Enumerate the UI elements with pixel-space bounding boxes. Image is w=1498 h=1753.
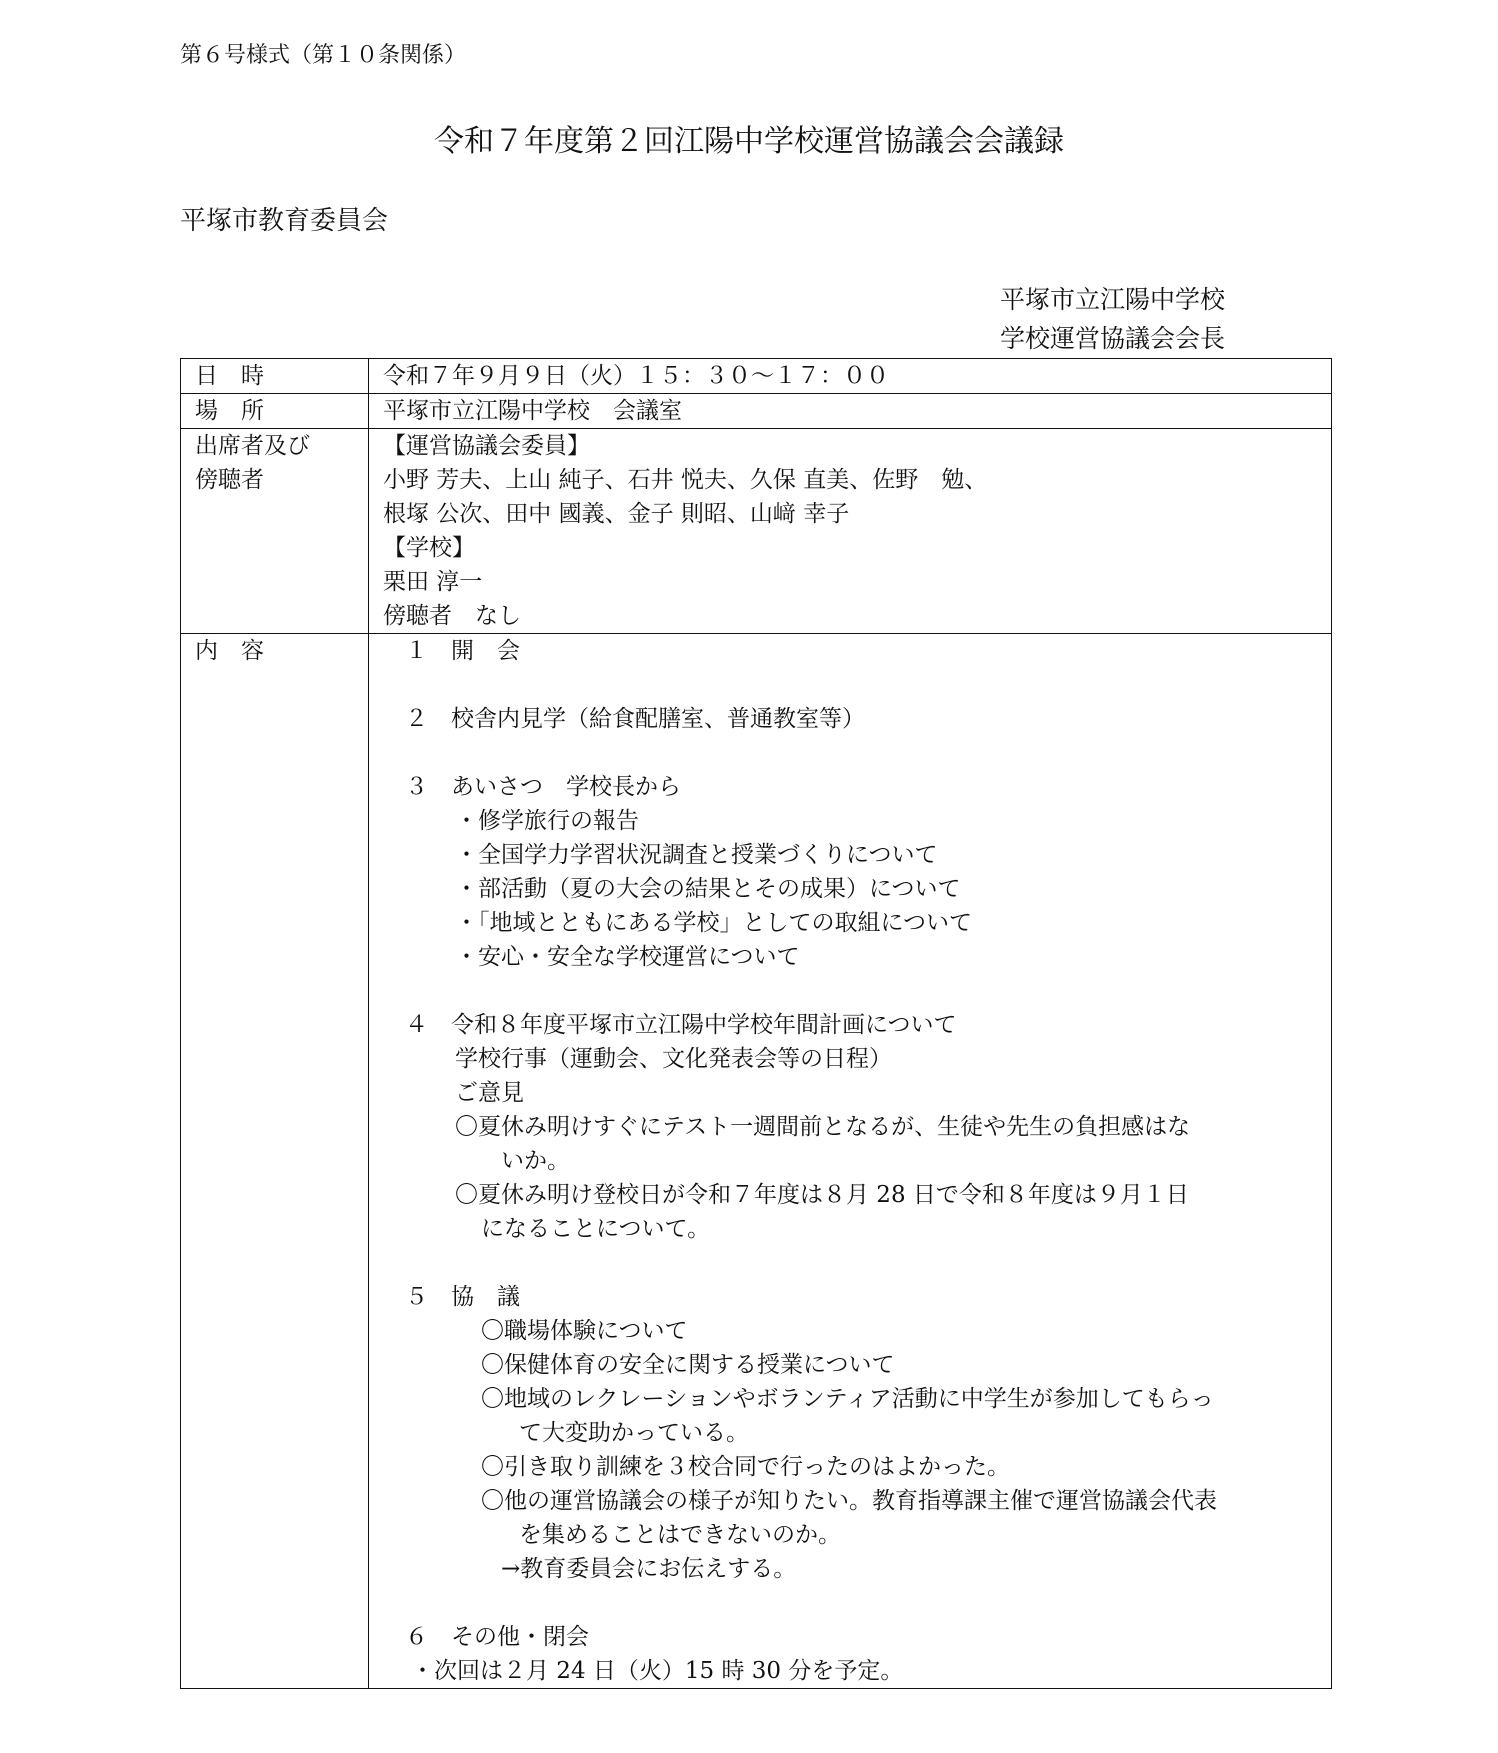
greeting-bullet: ・全国学力学習状況調査と授業づくりについて	[455, 842, 938, 868]
document-title: 令和７年度第２回江陽中学校運営協議会会議録	[434, 124, 1064, 159]
agenda-item-6: ６ その他・閉会	[405, 1624, 589, 1650]
attendee-line: 小野 芳夫、上山 純子、石井 悦夫、久保 直美、佐野 勉、	[383, 467, 988, 493]
greeting-bullet: ・修学旅行の報告	[455, 808, 639, 834]
discussion-point: 〇地域のレクレーションやボランティア活動に中学生が参加してもらっ	[481, 1386, 1214, 1412]
opinion-line: になることについて。	[481, 1216, 711, 1242]
agenda-item-4: ４ 令和８年度平塚市立江陽中学校年間計画について	[405, 1012, 957, 1038]
opinions-heading: ご意見	[455, 1080, 524, 1106]
discussion-point: 〇保健体育の安全に関する授業について	[481, 1352, 895, 1378]
row-attendees	[181, 429, 1332, 634]
minutes-table	[180, 358, 1332, 1689]
attendee-line: 栗田 淳一	[383, 569, 483, 595]
next-meeting-note: ・次回は２月 24 日（火）15 時 30 分を予定。	[411, 1658, 904, 1684]
sender-block	[1000, 280, 1225, 358]
label-place: 場 所	[181, 394, 369, 429]
discussion-point: て大変助かっている。	[519, 1420, 749, 1446]
agenda-item-1: １ 開 会	[405, 638, 520, 664]
greeting-bullet: ・「地域とともにある学校」としての取組について	[455, 910, 973, 936]
attendee-line: 傍聴者 なし	[383, 603, 521, 629]
form-number: 第６号様式（第１０条関係）	[180, 43, 467, 68]
discussion-point: 〇他の運営協議会の様子が知りたい。教育指導課主催で運営協議会代表	[481, 1488, 1217, 1514]
addressee: 平塚市教育委員会	[180, 206, 389, 236]
greeting-bullet: ・安心・安全な学校運営について	[455, 944, 800, 970]
attendee-line: 根塚 公次、田中 國義、金子 則昭、山﨑 幸子	[383, 501, 850, 527]
discussion-response: →教育委員会にお伝えする。	[501, 1556, 797, 1582]
value-datetime: 令和７年９月９日（火）１５：３０～１７：００	[369, 359, 1332, 394]
label-content: 内 容	[181, 634, 369, 1689]
plan-subheading: 学校行事（運動会、文化発表会等の日程）	[455, 1046, 892, 1072]
agenda-item-3: ３ あいさつ 学校長から	[405, 774, 681, 800]
row-place	[181, 394, 1332, 429]
row-content	[181, 634, 1332, 1689]
label-datetime: 日 時	[181, 359, 369, 394]
discussion-point: 〇職場体験について	[481, 1318, 688, 1344]
opinion-line: 〇夏休み明けすぐにテスト一週間前となるが、生徒や先生の負担感はな	[455, 1114, 1191, 1140]
row-datetime	[181, 359, 1332, 394]
opinion-line: 〇夏休み明け登校日が令和７年度は８月 28 日で令和８年度は９月１日	[455, 1182, 1189, 1208]
opinion-line: いか。	[501, 1148, 570, 1174]
sender-title: 学校運営協議会会長	[1000, 324, 1226, 353]
agenda-item-5: ５ 協 議	[405, 1284, 520, 1310]
label-attendees: 出席者及び 傍聴者	[181, 429, 369, 634]
value-content	[369, 634, 1332, 1689]
agenda-item-2: ２ 校舎内見学（給食配膳室、普通教室等）	[405, 706, 865, 732]
discussion-point: を集めることはできないのか。	[519, 1522, 841, 1548]
discussion-point: 〇引き取り訓練を３校合同で行ったのはよかった。	[481, 1454, 1010, 1480]
attendee-line: 【学校】	[383, 535, 475, 561]
attendee-line: 【運営協議会委員】	[383, 433, 590, 459]
value-place: 平塚市立江陽中学校 会議室	[369, 394, 1332, 429]
sender-school: 平塚市立江陽中学校	[1000, 285, 1226, 314]
value-attendees	[369, 429, 1332, 634]
greeting-bullet: ・部活動（夏の大会の結果とその成果）について	[455, 876, 961, 902]
